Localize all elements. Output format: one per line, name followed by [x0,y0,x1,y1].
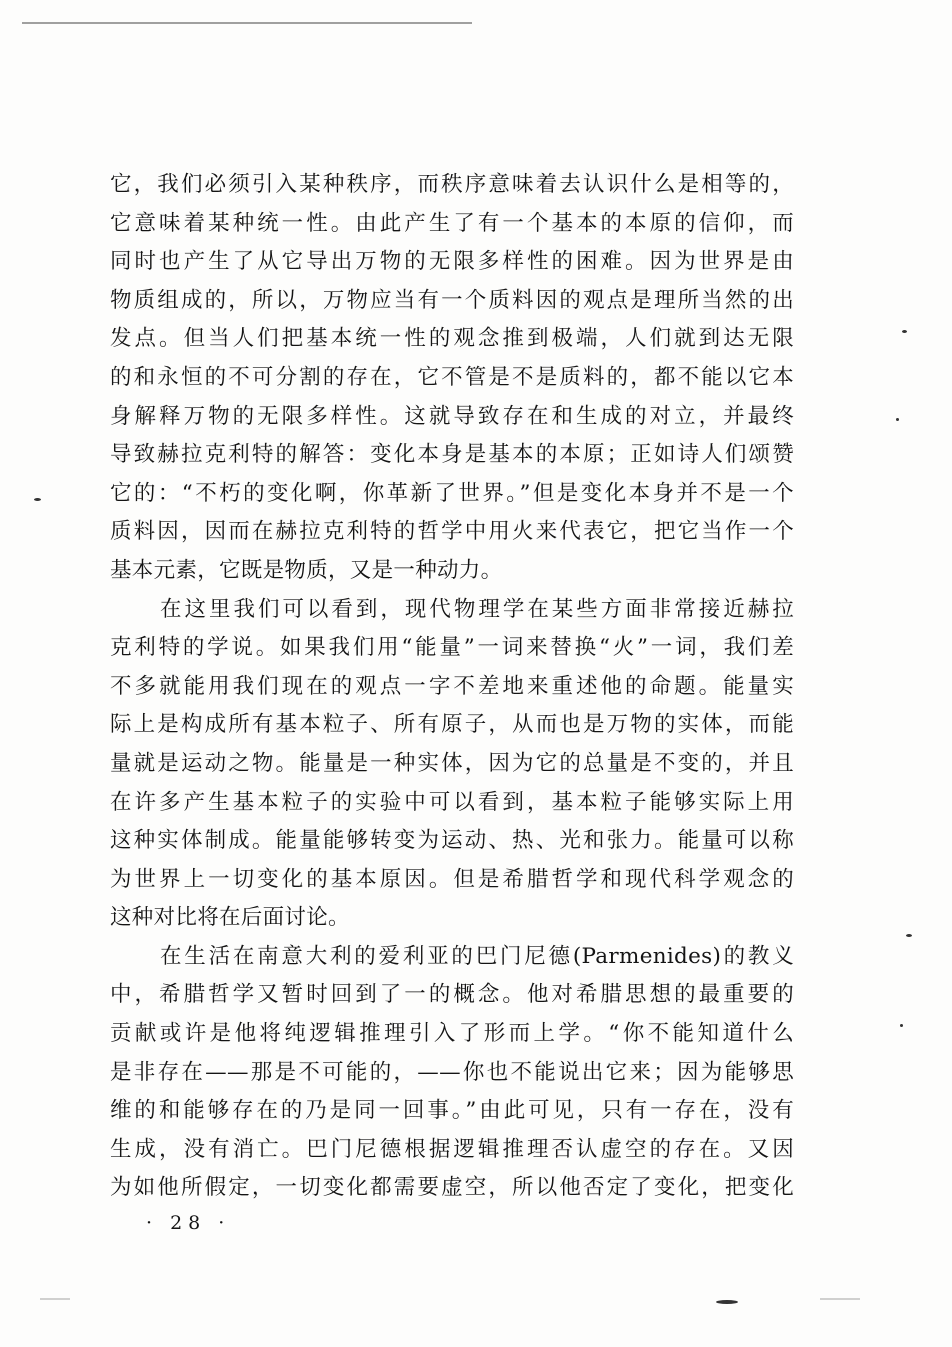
text-line: 的和永恒的不可分割的存在，它不管是不是质料的，都不能以它本 [110,364,794,390]
text-line: 在许多产生基本粒子的实验中可以看到，基本粒子能够实际上用 [110,789,794,815]
header-rule [22,22,472,24]
text-line: 同时也产生了从它导出万物的无限多样性的困难。因为世界是由 [110,249,794,275]
text-line: 它意味着某种统一性。由此产生了有一个基本的本原的信仰，而 [110,210,794,236]
scan-speck [906,934,912,937]
text-line: 克利特的学说。如果我们用“能量”一词来替换“火”一词，我们差 [110,635,794,661]
scan-speck [900,1024,903,1027]
scan-speck [896,418,899,421]
text-line: 生成，没有消亡。巴门尼德根据逻辑推理否认虚空的存在。又因 [110,1136,794,1162]
text-line: 为世界上一切变化的基本原因。但是希腊哲学和现代科学观念的 [110,866,794,892]
text-line: 中，希腊哲学又暂时回到了一的概念。他对希腊思想的最重要的 [110,982,794,1008]
body-text [110,166,794,1208]
text-line: 这种对比将在后面讨论。 [110,905,350,931]
text-line: 它的：“不朽的变化啊，你革新了世界。”但是变化本身并不是一个 [110,480,794,506]
paragraph-start-line: 在生活在南意大利的爱利亚的巴门尼德(Parmenides)的教义 [160,943,794,969]
text-line: 这种实体制成。能量能够转变为运动、热、光和张力。能量可以称 [110,828,794,854]
scan-noise [40,1298,70,1300]
text-line: 为如他所假定，一切变化都需要虚空，所以他否定了变化，把变化 [110,1175,794,1201]
text-line: 发点。但当人们把基本统一性的观念推到极端，人们就到达无限 [110,326,794,352]
paragraph-start-line: 在这里我们可以看到，现代物理学在某些方面非常接近赫拉 [160,596,794,622]
text-line: 不多就能用我们现在的观点一字不差地来重述他的命题。能量实 [110,673,794,699]
text-line: 是非存在——那是不可能的，——你也不能说出它来；因为能够思 [110,1059,794,1085]
text-line: 质料因，因而在赫拉克利特的哲学中用火来代表它，把它当作一个 [110,519,794,545]
text-line: 它，我们必须引入某种秩序，而秩序意味着去认识什么是相等的， [110,172,794,197]
text-line: 身解释万物的无限多样性。这就导致存在和生成的对立，并最终 [110,403,794,429]
text-line: 物质组成的，所以，万物应当有一个质料因的观点是理所当然的出 [110,287,794,313]
text-line: 导致赫拉克利特的解答：变化本身是基本的本原；正如诗人们颂赞 [110,442,794,468]
scan-speck [716,1300,738,1304]
text-line: 贡献或许是他将纯逻辑推理引入了形而上学。“你不能知道什么 [110,1021,794,1047]
text-line: 际上是构成所有基本粒子、所有原子，从而也是万物的实体，而能 [110,712,794,738]
text-line: 量就是运动之物。能量是一种实体，因为它的总量是不变的，并且 [110,750,794,776]
scan-speck [34,498,41,501]
scan-speck [902,330,907,333]
text-line: 基本元素，它既是物质，又是一种动力。 [110,557,503,583]
text-line: 维的和能够存在的乃是同一回事。”由此可见，只有一存在，没有 [110,1098,794,1124]
scan-noise [820,1298,860,1300]
page-number: · 28 · [146,1212,231,1234]
